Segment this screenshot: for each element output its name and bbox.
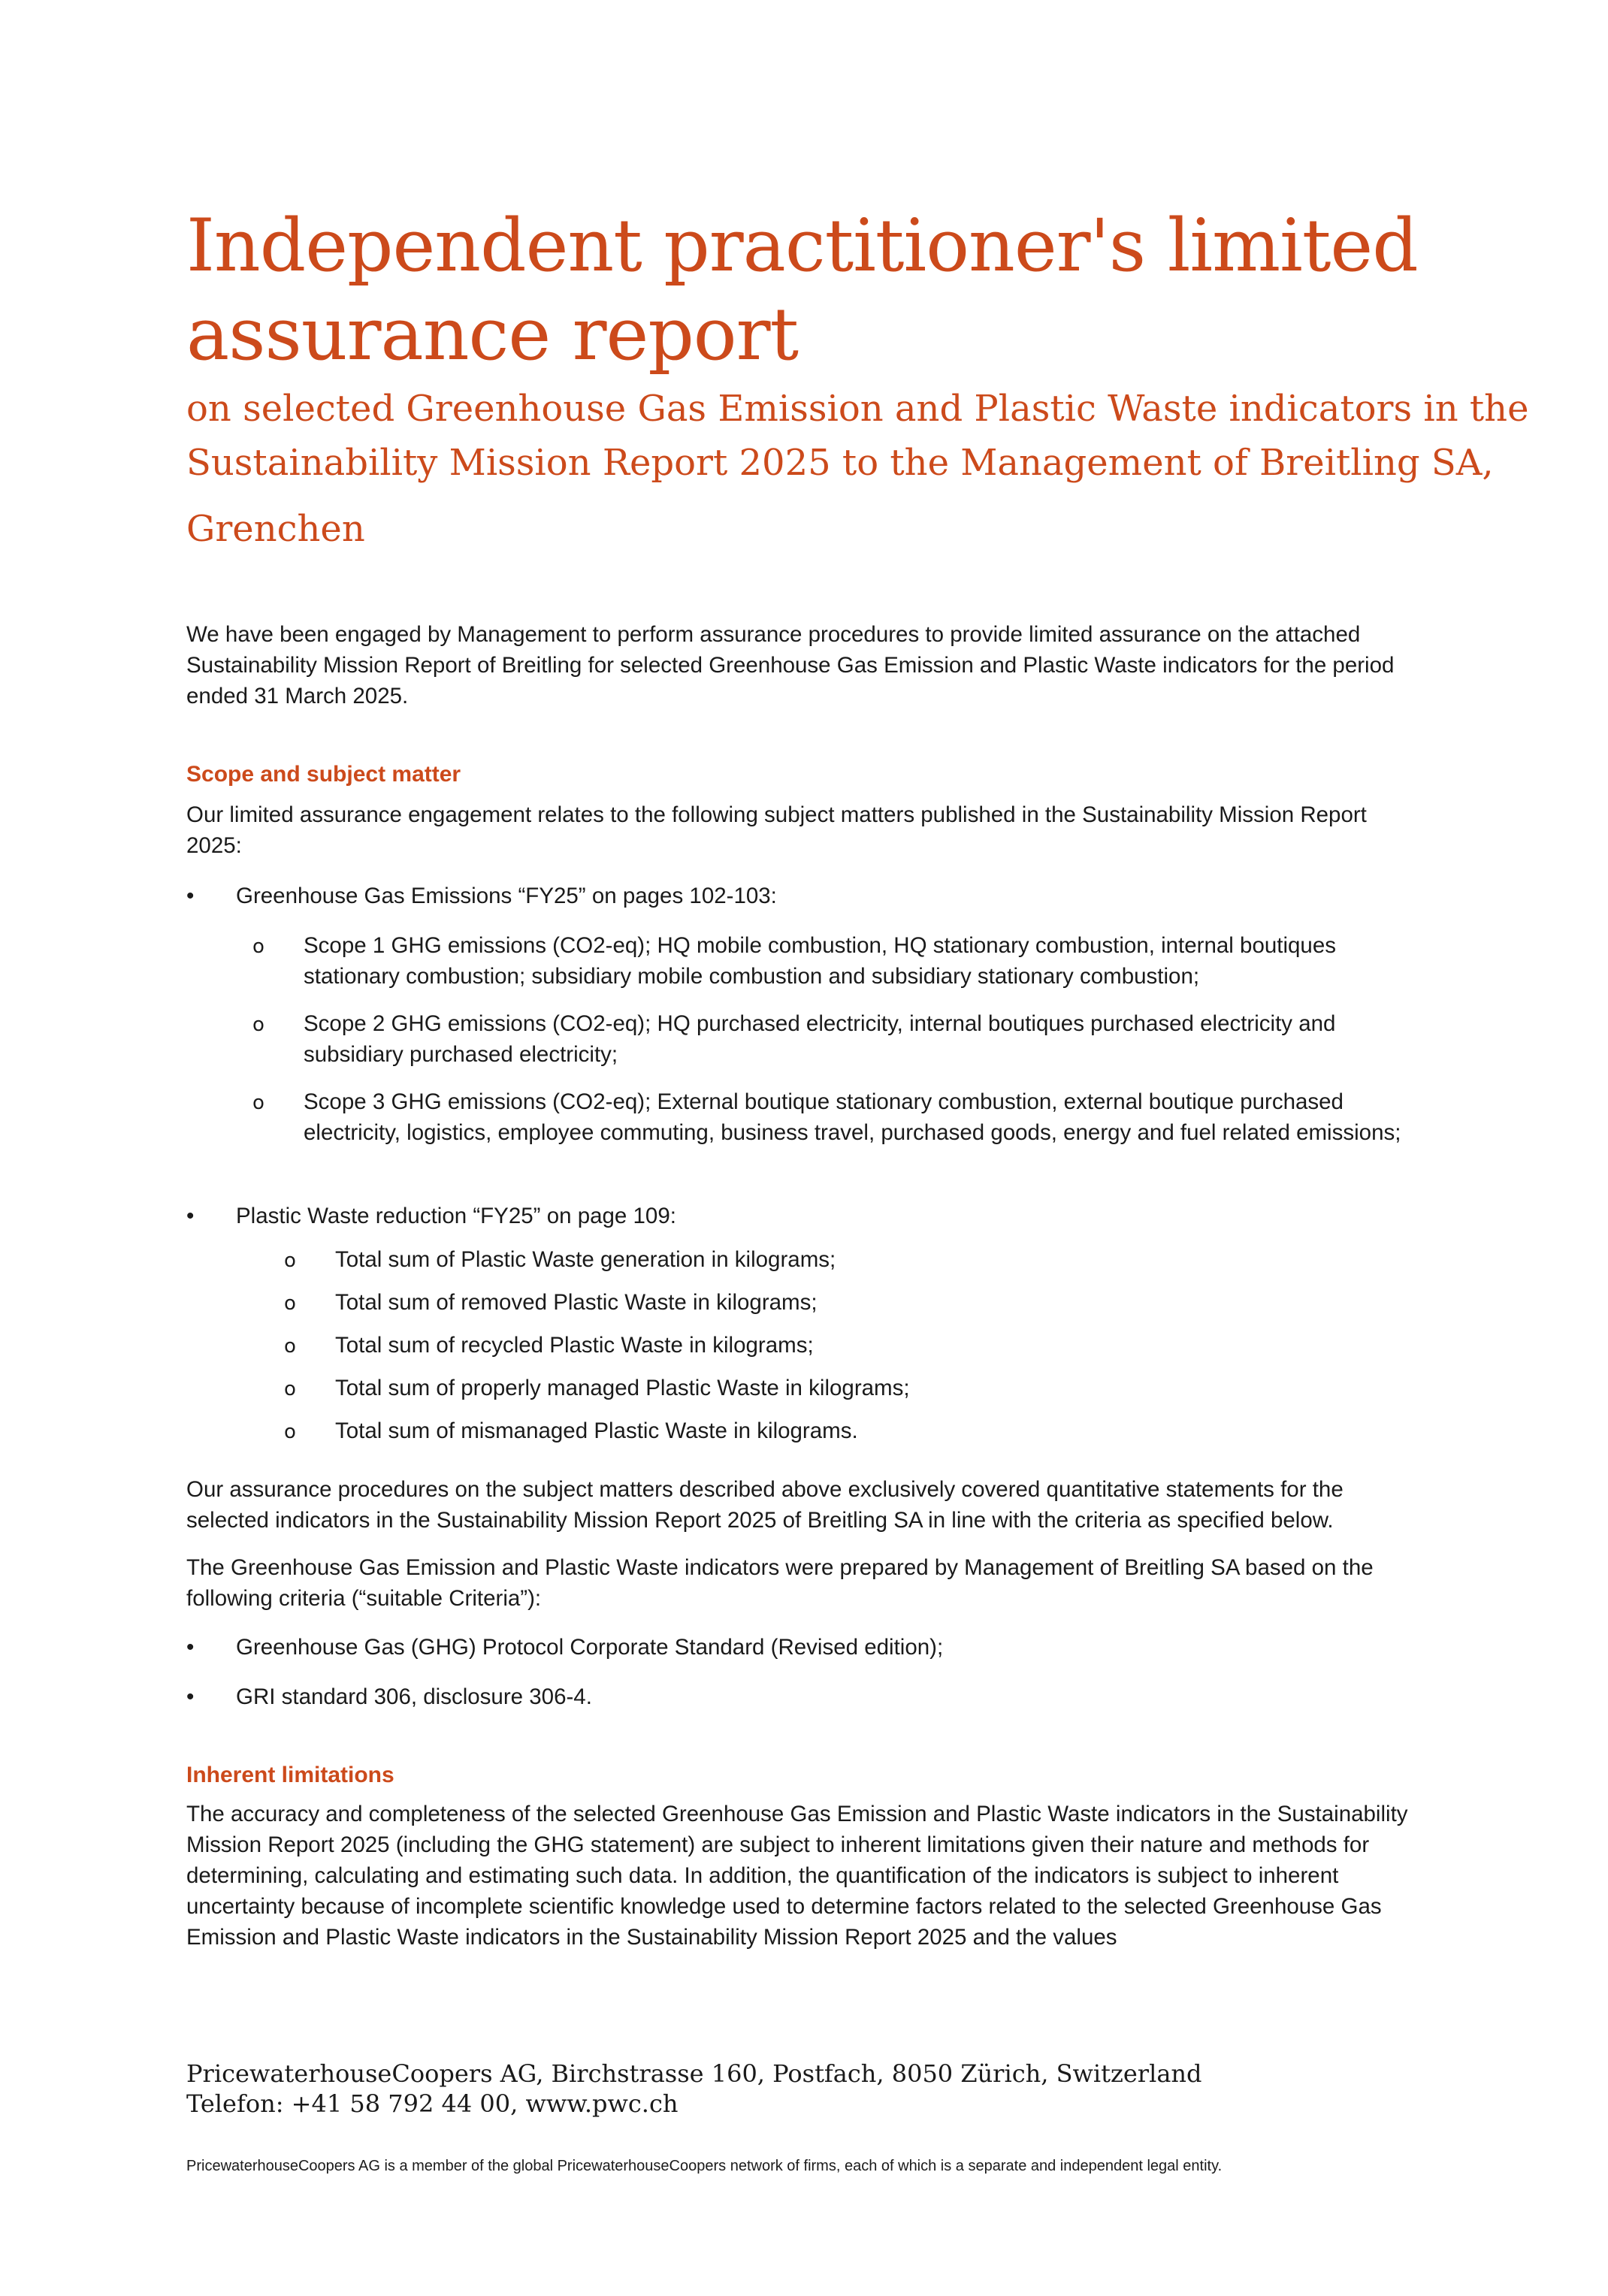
sub-bullet-mark: o (284, 1249, 296, 1272)
report-subtitle-line-3: Grenchen (186, 508, 365, 550)
sub-bullet-mark: o (252, 935, 264, 958)
scope-paragraph-3-text: The Greenhouse Gas Emission and Plastic Waste indicators were prepared by Management of Breitling SA based on the following criteria (“suitable Criteria”): (186, 1555, 1374, 1611)
bullet-mark: • (186, 1635, 195, 1660)
sub-bullet-mark: o (252, 1092, 264, 1114)
sub-bullet-text: Total sum of properly managed Plastic Waste in kilograms; (335, 1376, 910, 1400)
bullet-mark: • (186, 1204, 195, 1228)
report-title-line-1: Independent practitioner's limited (186, 204, 1418, 288)
intro-paragraph (186, 619, 1419, 711)
footer-address-block (186, 2059, 1389, 2119)
report-subtitle-line-1: on selected Greenhouse Gas Emission and Plastic Waste indicators in the (186, 388, 1529, 430)
sub-bullet-text: Scope 2 GHG emissions (CO2-eq); HQ purchased electricity, internal boutiques purchased electricity and subsidiary purchased electricity; (304, 1011, 1336, 1067)
scope-paragraph (186, 799, 1419, 861)
limitations-paragraph (186, 1799, 1419, 1953)
limitations-paragraph-text: The accuracy and completeness of the selected Greenhouse Gas Emission and Plastic Waste indicators in the Sustainability Mission Report 2025 (including the GHG statement) are subject to inherent limitations given their nature and methods for determining, calculating and estimating such data. In addition, the quantification of the indicators is subject to inherent uncertainty because of incomplete scientific knowledge used to determine factors related to the selected Greenhouse Gas Emission and Plastic Waste indicators in the Sustainability Mission Report 2025 and the values (186, 1802, 1408, 1950)
footer-contact: Telefon: +41 58 792 44 00, www.pwc.ch (186, 2089, 679, 2118)
sub-bullet-text: Scope 1 GHG emissions (CO2-eq); HQ mobile combustion, HQ stationary combustion, internal boutiques stationary combustion; subsidiary mobile combustion and subsidiary stationary combustion; (304, 933, 1336, 989)
intro-text: We have been engaged by Management to perform assurance procedures to provide limited assurance on the attached Sustainability Mission Report of Breitling for selected Greenhouse Gas Emission and Plastic Waste indicators for the period ended 31 March 2025. (186, 622, 1395, 708)
report-subtitle (186, 382, 1554, 556)
bullet-text: Greenhouse Gas (GHG) Protocol Corporate Standard (Revised edition); (236, 1635, 944, 1660)
limitations-heading: Inherent limitations (186, 1763, 394, 1787)
bullet-text: Plastic Waste reduction “FY25” on page 109: (236, 1204, 676, 1228)
footer-address: PricewaterhouseCoopers AG, Birchstrasse 160, Postfach, 8050 Zürich, Switzerland (186, 2059, 1202, 2088)
sub-bullet-text: Total sum of removed Plastic Waste in kilograms; (335, 1290, 818, 1315)
sub-bullet-mark: o (252, 1014, 264, 1036)
report-title-line-2: assurance report (186, 292, 799, 376)
scope-paragraph-2 (186, 1474, 1419, 1536)
sub-bullet-mark: o (284, 1378, 296, 1400)
report-title (186, 201, 1539, 379)
scope-paragraph-3 (186, 1552, 1419, 1614)
sub-bullet-text: Total sum of mismanaged Plastic Waste in kilograms. (335, 1418, 858, 1443)
sub-bullet-text: Total sum of Plastic Waste generation in kilograms; (335, 1247, 836, 1272)
report-subtitle-line-2: Sustainability Mission Report 2025 to the Management of Breitling SA, (186, 442, 1494, 484)
bullet-mark: • (186, 884, 195, 908)
footer-legal-note: PricewaterhouseCoopers AG is a member of the global PricewaterhouseCoopers network of firms, each of which is a separate and independent legal entity. (186, 2158, 1223, 2174)
bullet-mark: • (186, 1684, 195, 1709)
bullet-text: Greenhouse Gas Emissions “FY25” on pages 102-103: (236, 884, 777, 908)
scope-heading: Scope and subject matter (186, 762, 461, 787)
sub-bullet-text: Scope 3 GHG emissions (CO2-eq); External boutique stationary combustion, external boutique purchased electricity, logistics, employee commuting, business travel, purchased goods, energy and fuel related emissions; (304, 1089, 1401, 1145)
sub-bullet-mark: o (284, 1292, 296, 1315)
scope-paragraph-text: Our limited assurance engagement relates to the following subject matters published in the Sustainability Mission Report 2025: (186, 802, 1367, 858)
sub-bullet-text: Total sum of recycled Plastic Waste in kilograms; (335, 1333, 814, 1358)
sub-bullet-mark: o (284, 1335, 296, 1358)
bullet-text: GRI standard 306, disclosure 306-4. (236, 1684, 592, 1709)
scope-paragraph-2-text: Our assurance procedures on the subject matters described above exclusively covered quantitative statements for the selected indicators in the Sustainability Mission Report 2025 of Breitling SA in line with the criteria as specified below. (186, 1477, 1344, 1533)
sub-bullet-mark: o (284, 1421, 296, 1443)
